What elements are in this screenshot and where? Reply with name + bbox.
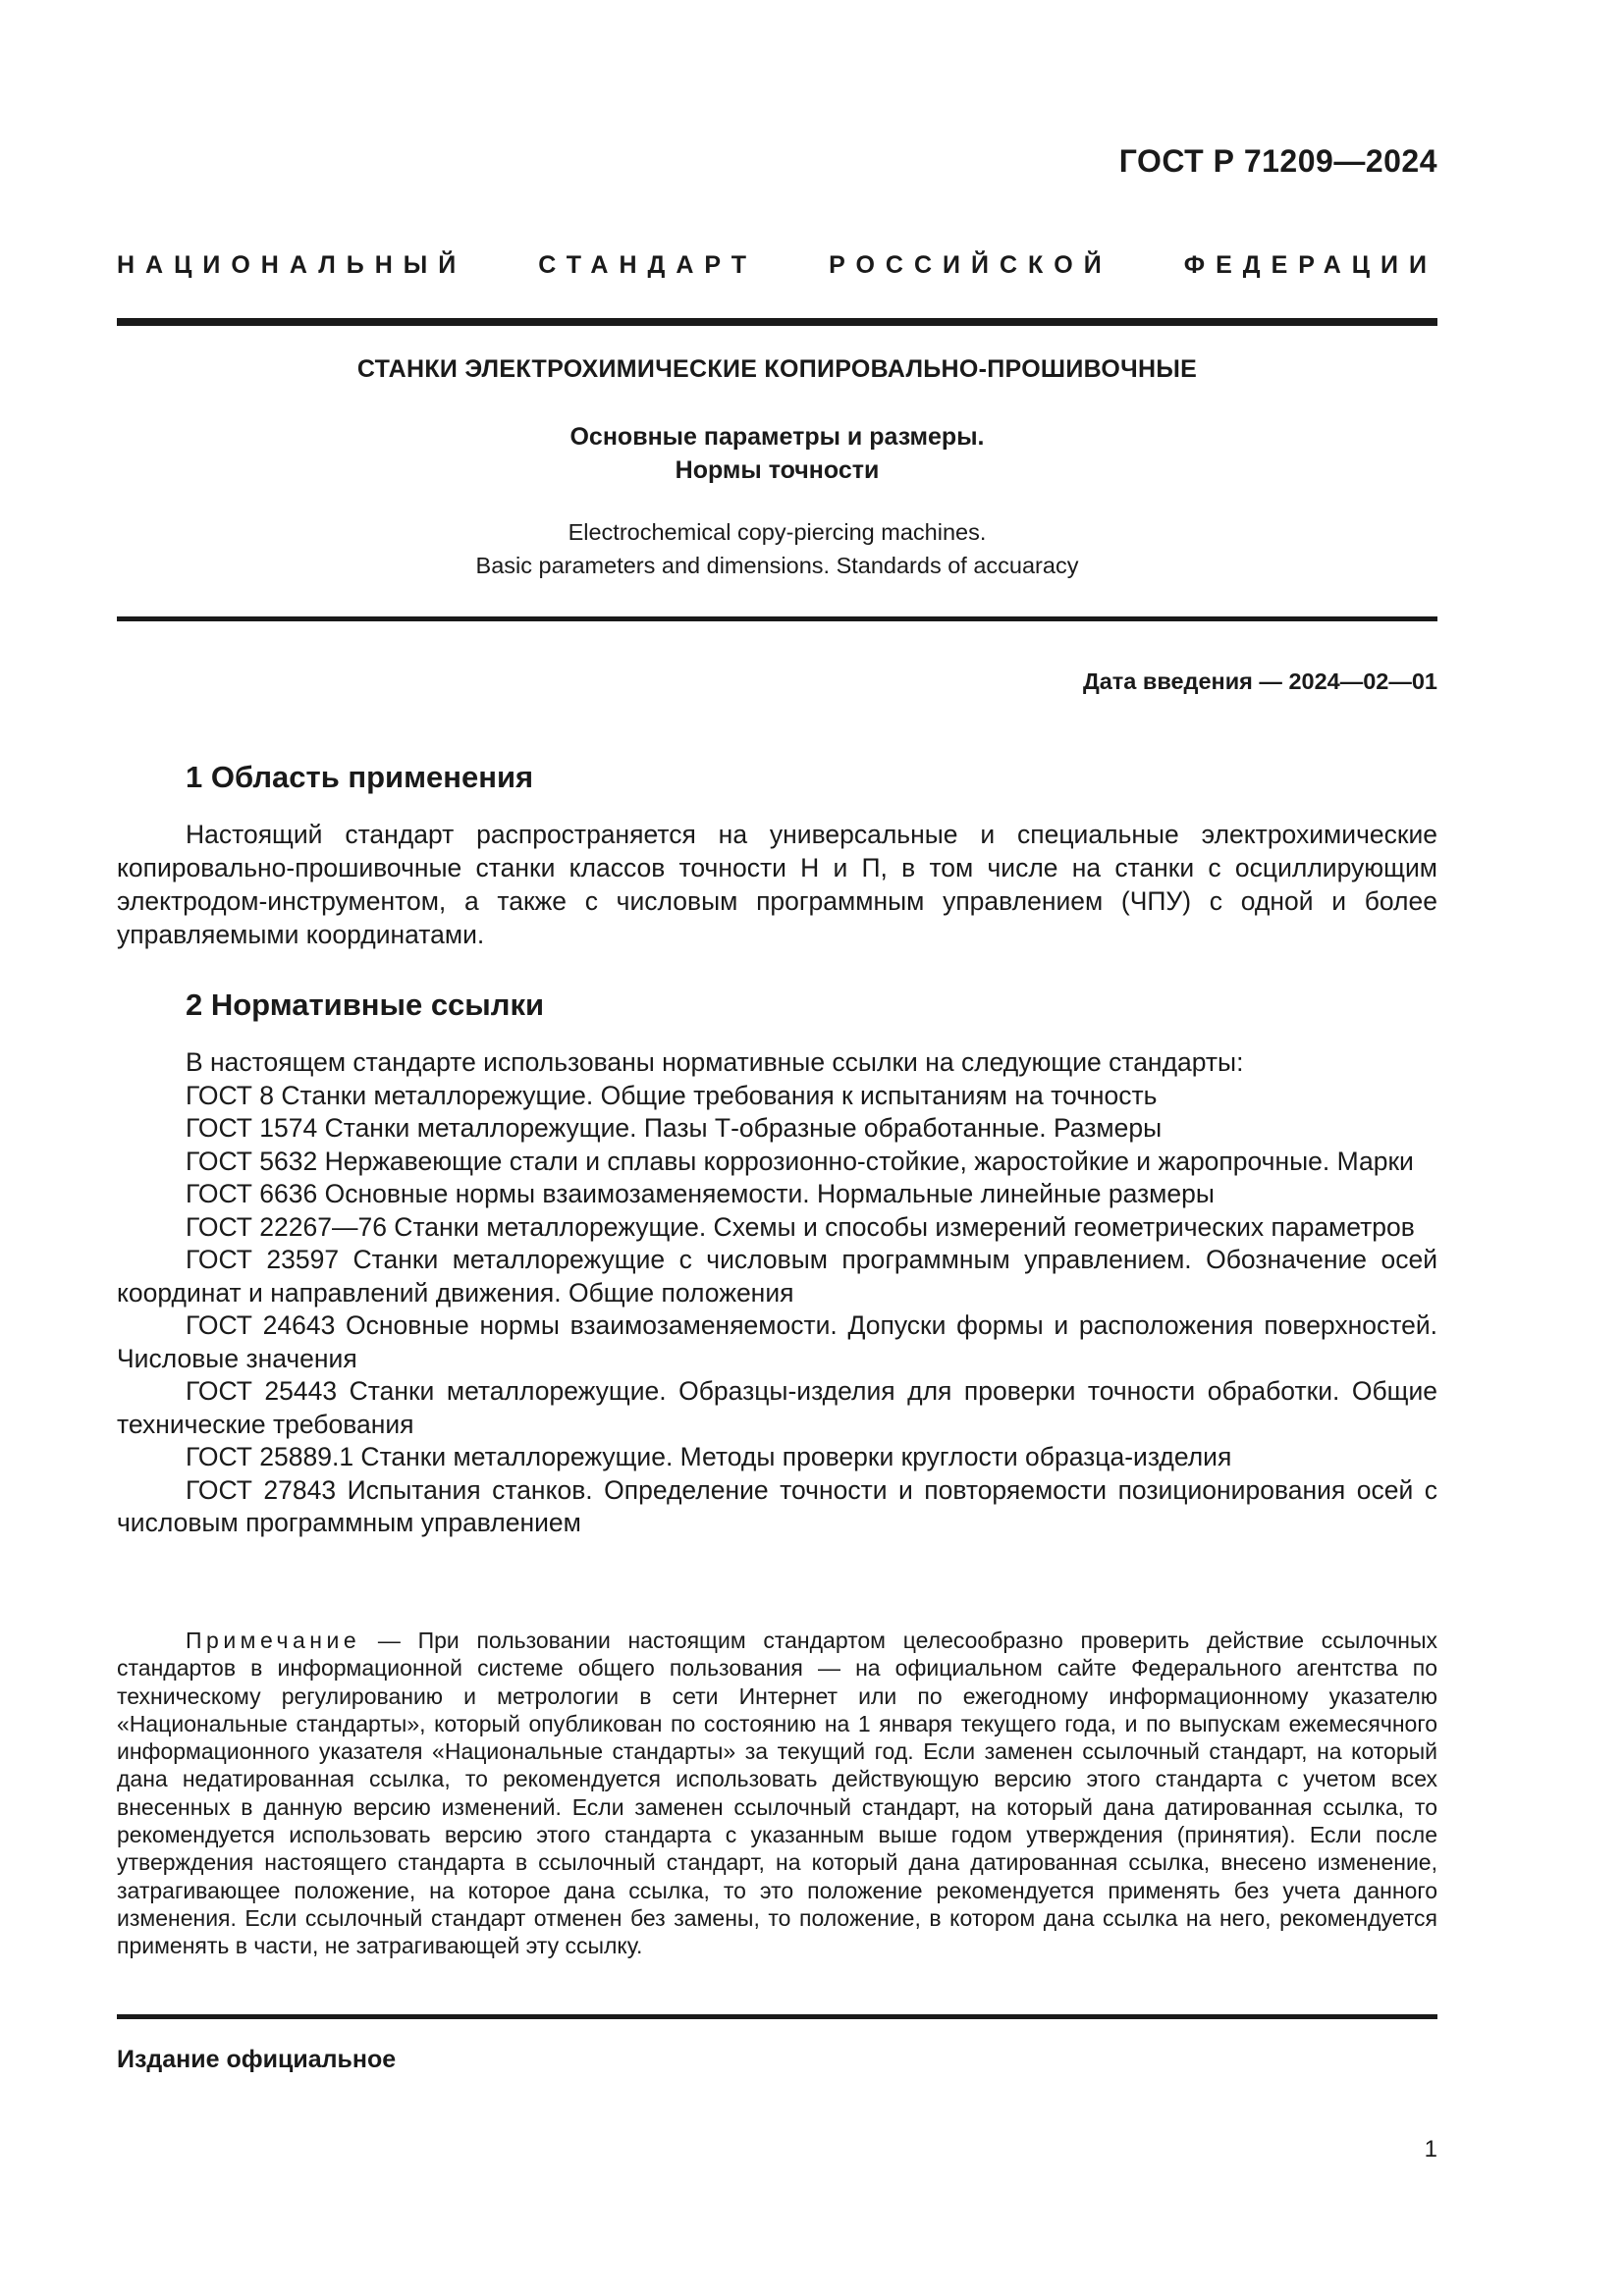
- reference-item: ГОСТ 23597 Станки металлорежущие с числовым программным управлением. Обозначение осей координат и направлений движения. Общие положения: [117, 1245, 1437, 1308]
- introduction-date: Дата введения — 2024—02—01: [1082, 668, 1437, 694]
- reference-item: ГОСТ 5632 Нержавеющие стали и сплавы коррозионно-стойкие, жаростойкие и жаропрочные. Марки: [186, 1146, 1414, 1176]
- english-title-line-1: Electrochemical copy-piercing machines.: [568, 519, 987, 545]
- national-standard-banner: НАЦИОНАЛЬНЫЙ СТАНДАРТ РОССИЙСКОЙ ФЕДЕРАЦИИ: [117, 251, 1437, 279]
- document-number: ГОСТ Р 71209—2024: [1118, 143, 1437, 179]
- top-divider: [117, 318, 1437, 326]
- subtitle-line-1: Основные параметры и размеры.: [569, 423, 985, 451]
- subtitle-line-2: Нормы точности: [675, 456, 880, 484]
- document-title: СТАНКИ ЭЛЕКТРОХИМИЧЕСКИЕ КОПИРОВАЛЬНО-ПРОШИВОЧНЫЕ: [356, 355, 1198, 383]
- footer-divider: [117, 2014, 1437, 2019]
- english-title-line-2: Basic parameters and dimensions. Standards of accuaracy: [475, 553, 1079, 578]
- section-1-text: Настоящий стандарт распространяется на универсальные и специальные электрохимические копировально-прошивочные станки классов точности Н и П, в том числе на станки с осциллирующим электродом-инструментом, а также с числовым программным управлением (ЧПУ) с одной и более управляемыми координатами.: [117, 820, 1437, 949]
- reference-item: ГОСТ 8 Станки металлорежущие. Общие требования к испытаниям на точность: [186, 1080, 1158, 1110]
- reference-item: ГОСТ 24643 Основные нормы взаимозаменяемости. Допуски формы и расположения поверхностей. Числовые значения: [117, 1310, 1437, 1373]
- references-intro: В настоящем стандарте использованы нормативные ссылки на следующие стандарты:: [186, 1047, 1244, 1077]
- edition-label: Издание официальное: [117, 2046, 397, 2073]
- reference-item: ГОСТ 6636 Основные нормы взаимозаменяемости. Нормальные линейные размеры: [186, 1179, 1215, 1208]
- note-text: — При пользовании настоящим стандартом целесообразно проверить действие ссылочных стандартов в информационной системе общего пользования — на официальном сайте Федерального агентства по техническому регулированию и метрологии в сети Интернет или по ежегодному информационному указателю «Национальные стандарты», который опубликован по состоянию на 1 января текущего года, и по выпускам ежемесячного информационного указателя «Национальные стандарты» за текущий год. Если заменен ссылочный стандарт, на который дана недатированная ссылка, то рекомендуется использовать действующую версию этого стандарта с учетом всех внесенных в данную версию изменений. Если заменен ссылочный стандарт, на который дана датированная ссылка, то рекомендуется использовать версию этого стандарта с указанным выше годом утверждения (принятия). Если после утверждения настоящего стандарта в ссылочный стандарт, на который дана датированная ссылка, внесено изменение, затрагивающее положение, на которое дана ссылка, то это положение рекомендуется применять без учета данного изменения. Если ссылочный стандарт отменен без замены, то положение, в котором дана ссылка на него, рекомендуется применять в части, не затрагивающей эту ссылку.: [117, 1628, 1437, 1959]
- document-subtitle: [117, 420, 1437, 487]
- section-2-heading: 2 Нормативные ссылки: [186, 988, 545, 1022]
- english-title: [117, 515, 1437, 582]
- reference-item: ГОСТ 1574 Станки металлорежущие. Пазы Т-образные обработанные. Размеры: [186, 1113, 1163, 1143]
- reference-item: ГОСТ 27843 Испытания станков. Определение точности и повторяемости позиционирования осей с числовым программным управлением: [117, 1474, 1437, 1537]
- section-1-heading: 1 Область применения: [186, 760, 534, 794]
- title-divider: [117, 616, 1437, 621]
- page-number: 1: [1424, 2136, 1437, 2163]
- reference-item: ГОСТ 25443 Станки металлорежущие. Образцы-изделия для проверки точности обработки. Общие технические требования: [117, 1376, 1437, 1439]
- normative-references-list: [117, 1046, 1437, 1540]
- reference-item: ГОСТ 22267—76 Станки металлорежущие. Схемы и способы измерений геометрических параметров: [186, 1211, 1415, 1242]
- reference-item: ГОСТ 25889.1 Станки металлорежущие. Методы проверки круглости образца-изделия: [186, 1442, 1232, 1471]
- note-label: Примечание: [186, 1628, 361, 1653]
- references-note: [117, 1627, 1437, 1960]
